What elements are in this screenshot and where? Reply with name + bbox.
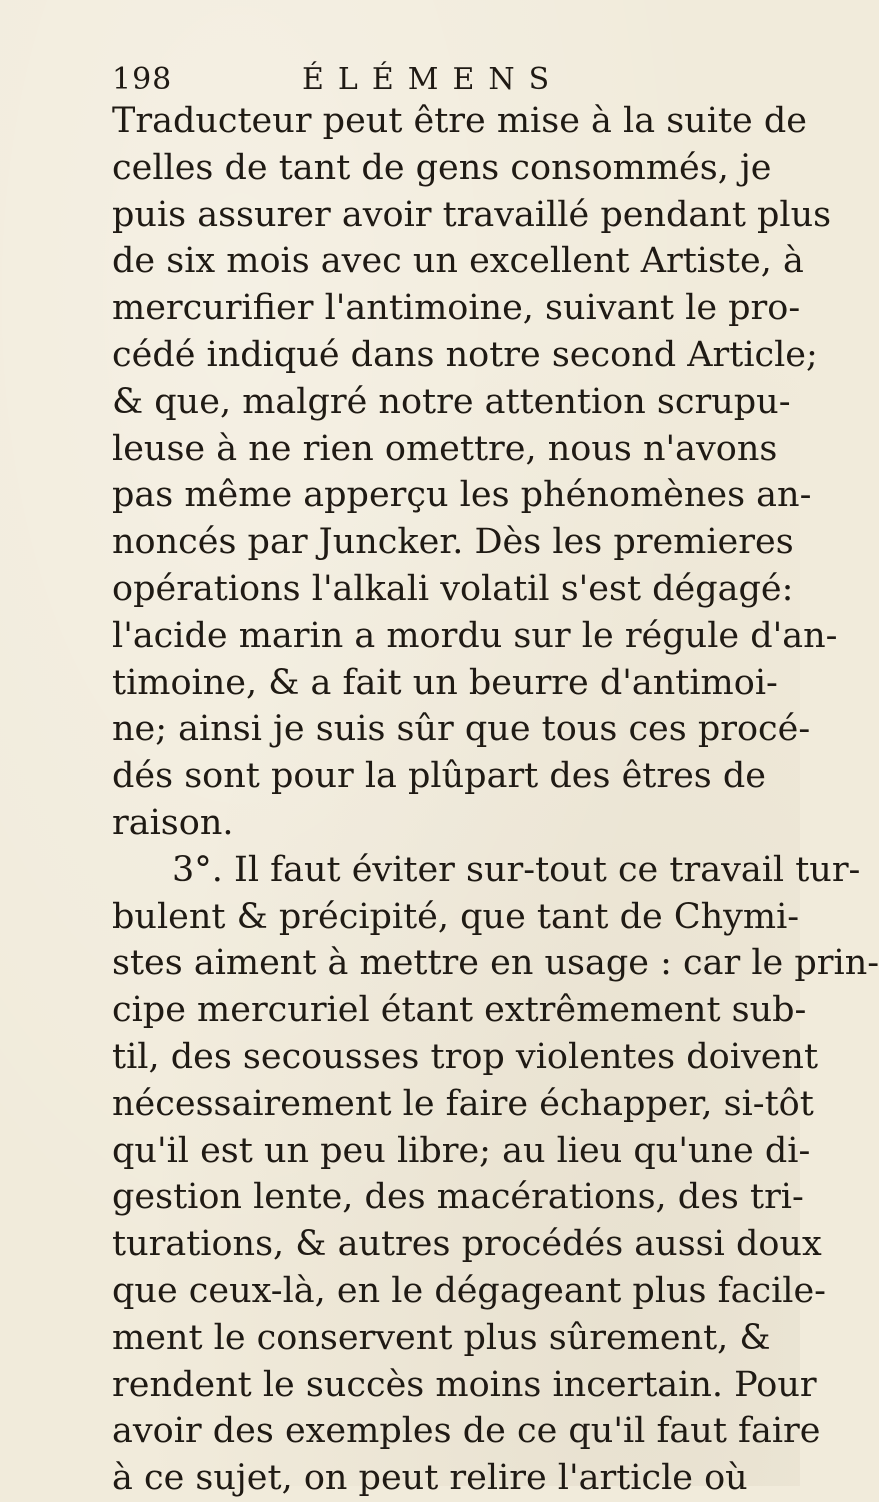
text-line: nécessairement le faire échapper, si-tôt	[112, 1083, 814, 1124]
page-number: 198	[112, 62, 173, 97]
text-line: til, des secousses trop violentes doivent	[112, 1036, 819, 1077]
running-title: ÉLÉMENS	[302, 62, 564, 97]
text-line: cédé indiqué dans notre second Article;	[112, 334, 818, 375]
text-line: à ce sujet, on peut relire l'article où	[112, 1458, 748, 1499]
text-line: qu'il est un peu libre; au lieu qu'une di-	[112, 1130, 811, 1171]
text-line: 3°. Il faut éviter sur-tout ce travail tur-	[172, 849, 861, 890]
text-line: noncés par Juncker. Dès les premieres	[112, 522, 794, 563]
text-line: stes aiment à mettre en usage : car le prin-	[112, 943, 879, 984]
text-line: gestion lente, des macérations, des tri-	[112, 1177, 804, 1218]
text-line: mercurifier l'antimoine, suivant le pro-	[112, 288, 801, 329]
text-line: celles de tant de gens consommés, je	[112, 147, 772, 188]
text-line: puis assurer avoir travaillé pendant plus	[112, 194, 832, 235]
text-line: avoir des exemples de ce qu'il faut faire	[112, 1411, 821, 1452]
running-head	[112, 62, 672, 102]
text-line: rendent le succès moins incertain. Pour	[112, 1364, 817, 1405]
text-line: timoine, & a fait un beurre d'antimoi-	[112, 662, 778, 703]
text-line: ment le conservent plus sûrement, &	[112, 1317, 771, 1358]
text-line: pas même apperçu les phénomènes an-	[112, 475, 812, 516]
text-line: que ceux-là, en le dégageant plus facile-	[112, 1270, 826, 1311]
text-line: bulent & précipité, que tant de Chymi-	[112, 896, 800, 937]
text-line: Traducteur peut être mise à la suite de	[112, 101, 807, 141]
text-line: & que, malgré notre attention scrupu-	[112, 381, 791, 422]
text-line: turations, & autres procédés aussi doux	[112, 1224, 822, 1265]
text-line: ne; ainsi je suis sûr que tous ces procé-	[112, 709, 811, 750]
text-line: de six mois avec un excellent Artiste, à	[112, 241, 804, 282]
body-text	[112, 98, 879, 1502]
text-line: opérations l'alkali volatil s'est dégagé:	[112, 568, 794, 609]
text-line: l'acide marin a mordu sur le régule d'an-	[112, 615, 838, 656]
text-line: cipe mercuriel étant extrêmement sub-	[112, 990, 807, 1031]
text-line: raison.	[112, 802, 234, 843]
text-line: leuse à ne rien omettre, nous n'avons	[112, 428, 778, 469]
text-line: dés sont pour la plûpart des êtres de	[112, 756, 766, 797]
